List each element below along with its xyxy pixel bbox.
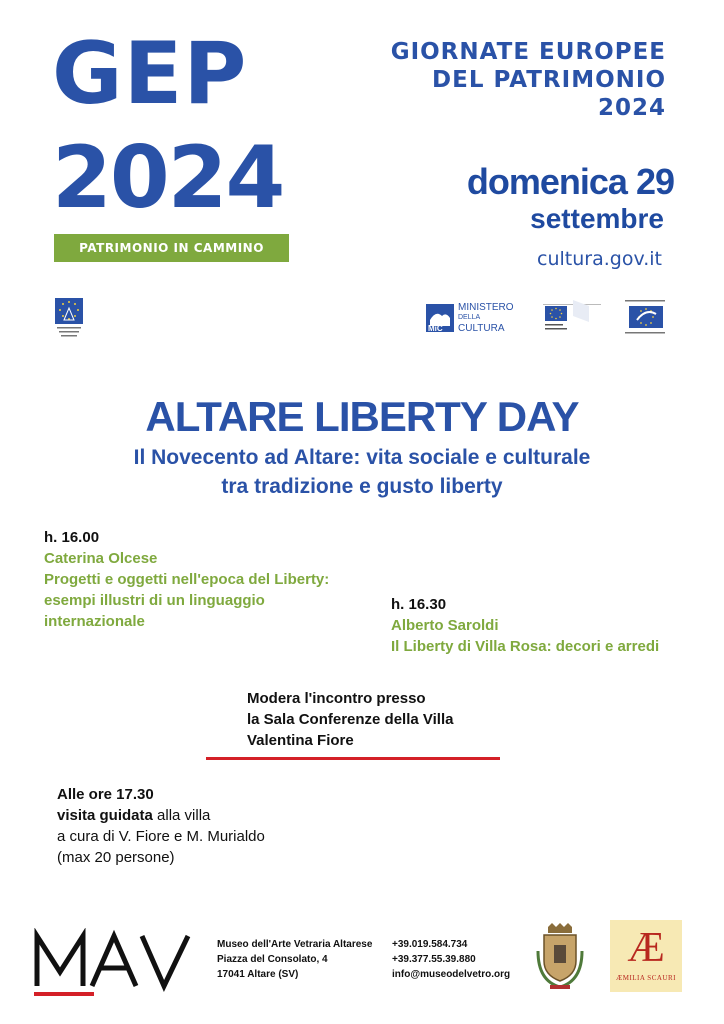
talk-1-speaker: Caterina Olcese <box>44 550 158 567</box>
aemilia-mark: Æ <box>627 925 665 971</box>
talk-2-time: h. 16.30 <box>391 596 447 613</box>
talk-1 <box>44 527 329 632</box>
moderator-block <box>247 688 453 751</box>
talk-1-title-line2: esempi illustri di un linguaggio <box>44 592 265 609</box>
mic-label: MiC <box>428 324 443 333</box>
visit-rest: alla villa <box>152 807 211 824</box>
mav-logo-icon <box>34 928 194 998</box>
phone-2[interactable]: +39.377.55.39.880 <box>392 954 476 965</box>
website-link[interactable]: cultura.gov.it <box>537 248 662 270</box>
talk-2 <box>391 594 659 657</box>
visit-guided: visita guidata <box>57 807 153 824</box>
aemilia-name: ÆMILIA SCAURI <box>616 974 676 982</box>
visit-line4: (max 20 persone) <box>57 849 175 866</box>
giornate-line1: GIORNATE EUROPEE <box>390 39 666 65</box>
ministero-line1: MINISTERO <box>458 302 514 313</box>
museum-address <box>217 937 372 982</box>
visit-line2 <box>57 805 265 826</box>
talk-1-title-line1: Progetti e oggetti nell'epoca del Liberty: <box>44 571 330 588</box>
event-date-month: settembre <box>530 203 664 234</box>
visit-time: Alle ore 17.30 <box>57 786 154 803</box>
giornate-heading <box>391 38 666 122</box>
gep-logo-year: 2024 <box>52 128 284 228</box>
gep-logo-text: GEP <box>52 24 248 124</box>
aemilia-scauri-logo <box>610 920 682 992</box>
talk-1-title-line3: internazionale <box>44 613 145 630</box>
email-link[interactable]: info@museodelvetro.org <box>392 969 511 980</box>
guided-visit-block <box>57 784 265 868</box>
subtitle-line2: tra tradizione e gusto liberty <box>221 475 503 498</box>
altare-crest-icon <box>534 921 586 993</box>
event-subtitle <box>0 443 724 501</box>
event-title: ALTARE LIBERTY DAY <box>145 393 579 440</box>
red-divider <box>206 757 500 760</box>
moderator-line1: Modera l'incontro presso <box>247 690 426 707</box>
talk-1-time: h. 16.00 <box>44 529 100 546</box>
ministero-line2: DELLA <box>458 314 481 321</box>
ministero-line3: CULTURA <box>458 323 505 334</box>
visit-line3: a cura di V. Fiore e M. Murialdo <box>57 828 265 845</box>
giornate-year: 2024 <box>597 95 666 121</box>
phone-1[interactable]: +39.019.584.734 <box>392 939 468 950</box>
subtitle-line1: Il Novecento ad Altare: vita sociale e culturale <box>133 446 591 469</box>
council-of-europe-logo-icon <box>623 300 669 336</box>
moderator-line3: Valentina Fiore <box>247 732 354 749</box>
museum-contacts <box>392 937 510 982</box>
event-date-day: domenica 29 <box>466 161 674 202</box>
ministero-cultura-logo <box>426 300 526 336</box>
museum-city: 17041 Altare (SV) <box>217 969 299 980</box>
european-commission-logo-icon <box>543 296 601 336</box>
museum-name: Museo dell'Arte Vetraria Altarese <box>217 939 373 950</box>
talk-2-title-line1: Il Liberty di Villa Rosa: decori e arredi <box>391 638 660 655</box>
giornate-line2: DEL PATRIMONIO <box>432 67 666 93</box>
patrimonio-badge: PATRIMONIO IN CAMMINO <box>54 234 289 262</box>
museum-street: Piazza del Consolato, 4 <box>217 954 328 965</box>
talk-2-speaker: Alberto Saroldi <box>391 617 499 634</box>
european-heritage-logo-icon <box>54 296 84 340</box>
visit-line1 <box>57 784 265 805</box>
moderator-line2: la Sala Conferenze della Villa <box>247 711 454 728</box>
